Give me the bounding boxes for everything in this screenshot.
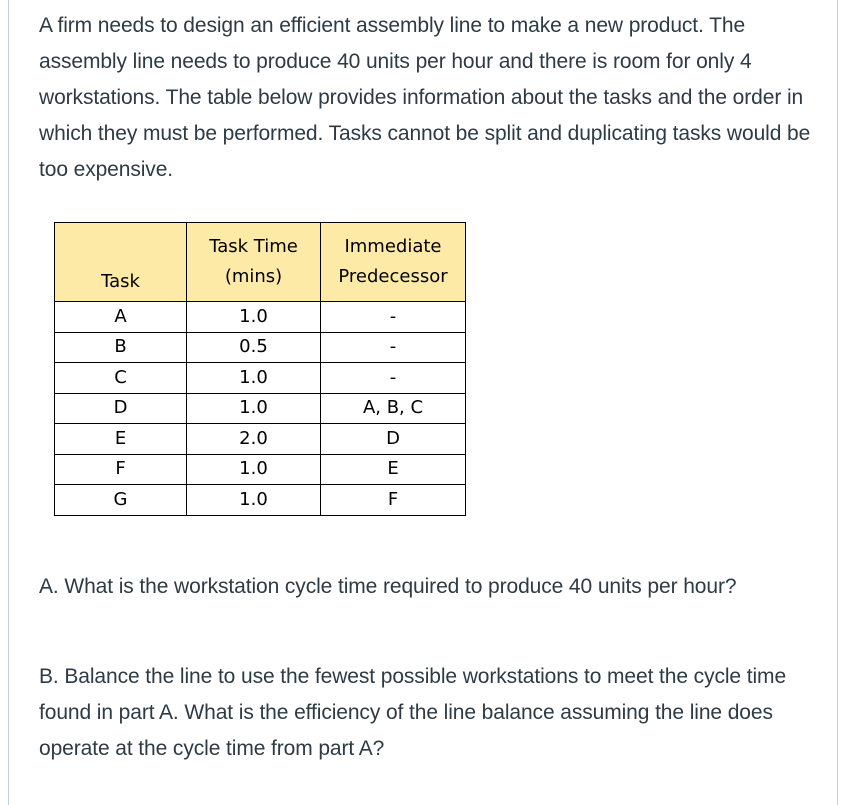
cell-time: 1.0 [187,363,321,394]
table-row [55,424,466,455]
header-immediate-predecessor: Immediate Predecessor [321,223,466,302]
cell-predecessor: - [321,332,466,363]
cell-task: B [55,332,187,363]
cell-task: D [55,393,187,424]
header-task-time: Task Time (mins) [187,223,321,302]
cell-task: E [55,424,187,455]
question-b: B. Balance the line to use the fewest possible workstations to meet the cycle time found in part A. What is the efficiency of the line balance assuming the line does operate at the cycle time from part A? [39,665,787,760]
task-table [54,222,466,516]
cell-predecessor: E [321,454,466,485]
cell-time: 1.0 [187,302,321,333]
cell-predecessor: D [321,424,466,455]
table-row [55,302,466,333]
table-row [55,393,466,424]
header-task: Task [55,223,187,302]
cell-predecessor: - [321,302,466,333]
cell-task: C [55,363,187,394]
cell-task: G [55,485,187,516]
cell-predecessor: A, B, C [321,393,466,424]
cell-predecessor: F [321,485,466,516]
cell-time: 1.0 [187,454,321,485]
question-a: A. What is the workstation cycle time required to produce 40 units per hour? [39,575,737,598]
cell-predecessor: - [321,363,466,394]
cell-task: A [55,302,187,333]
cell-time: 2.0 [187,424,321,455]
cell-time: 0.5 [187,332,321,363]
table-row [55,332,466,363]
table-header-row [55,223,466,302]
intro-paragraph: A firm needs to design an efficient assembly line to make a new product. The assembly line needs to produce 40 units per hour and there is room for only 4 workstations. The table below provides information about the tasks and the order in which they must be performed. Tasks cannot be split and duplicating tasks would be too expensive. [39,14,811,181]
table-row [55,485,466,516]
cell-time: 1.0 [187,393,321,424]
table-row [55,363,466,394]
cell-time: 1.0 [187,485,321,516]
cell-task: F [55,454,187,485]
table-row [55,454,466,485]
